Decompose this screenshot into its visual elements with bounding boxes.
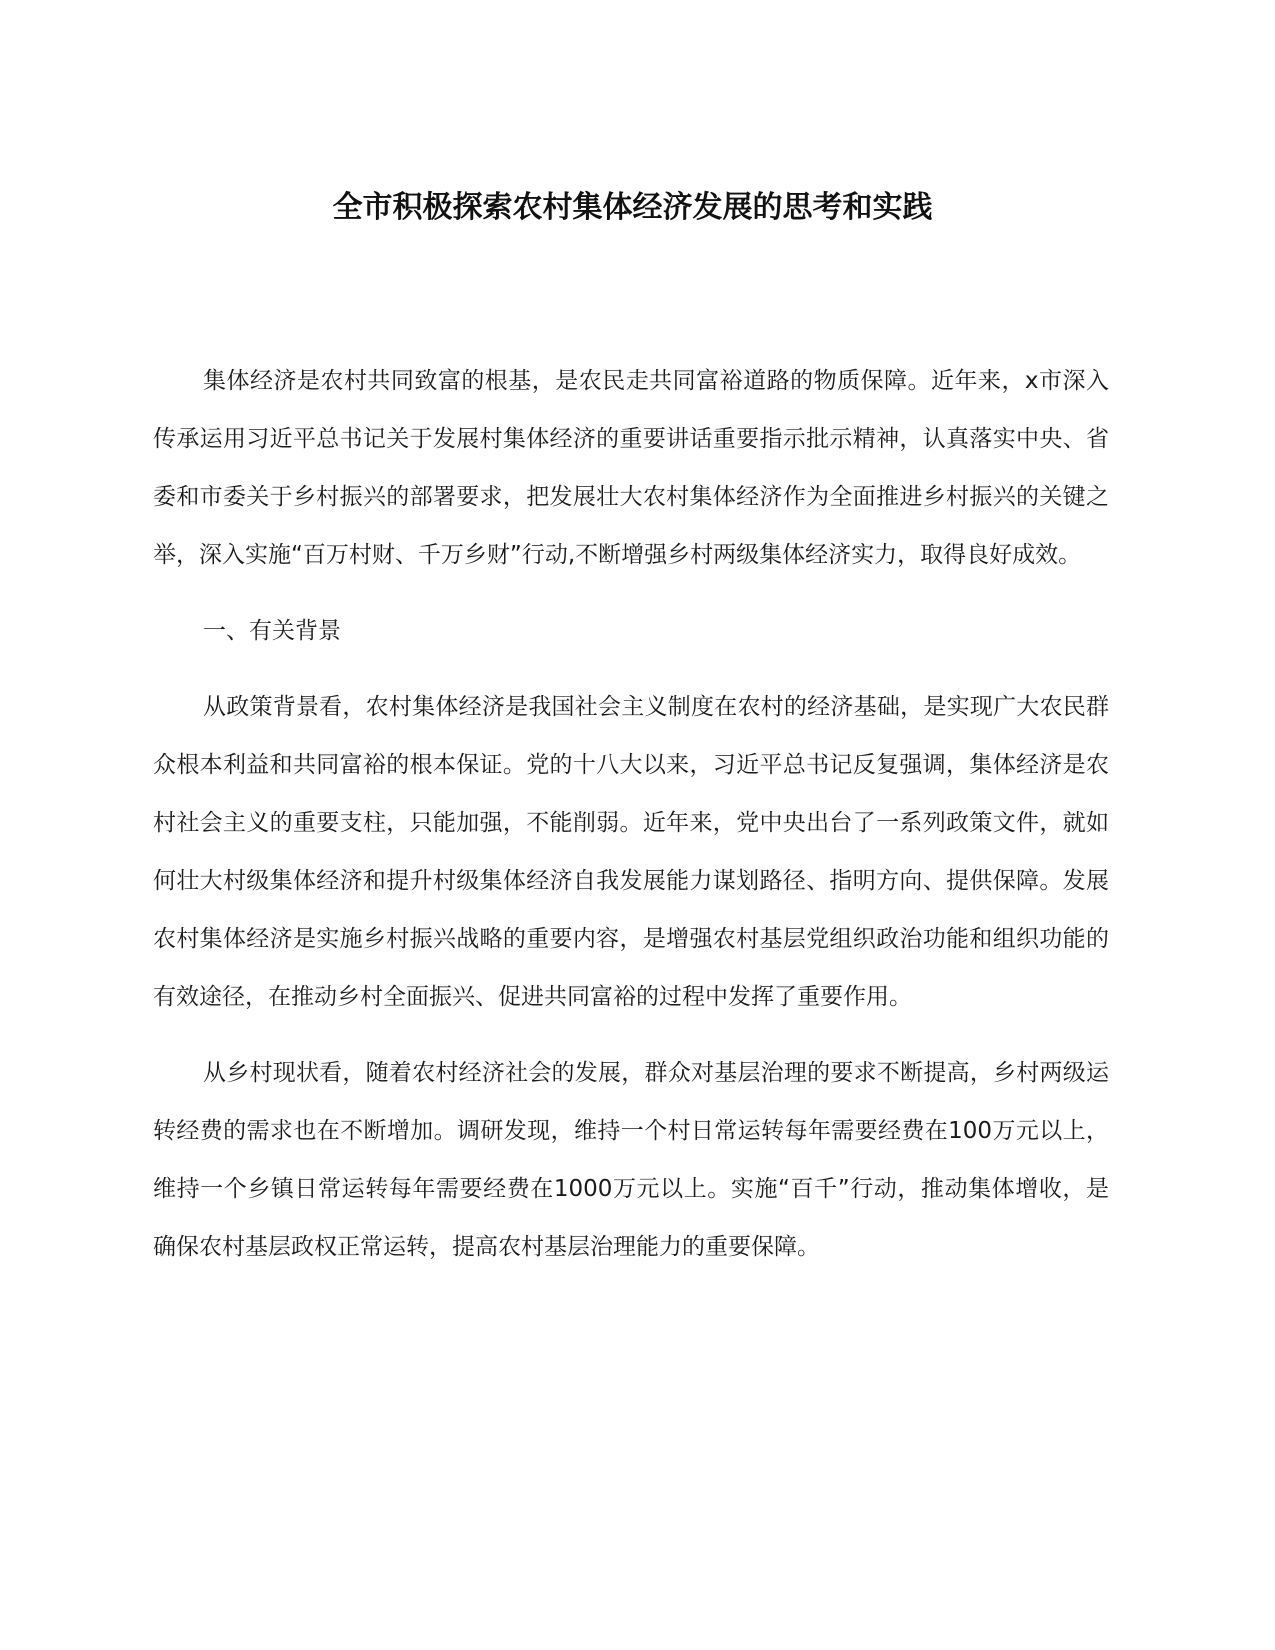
policy-background-paragraph: 从政策背景看，农村集体经济是我国社会主义制度在农村的经济基础，是实现广大农民群众根本利益和共同富裕的根本保证。党的十八大以来，习近平总书记反复强调，集体经济是农村社会主义的重要支柱，只能加强，不能削弱。近年来，党中央出台了一系列政策文件，就如何壮大村级集体经济和提升村级集体经济自我发展能力谋划路径、指明方向、提供保障。发展农村集体经济是实施乡村振兴战略的重要内容，是增强农村基层党组织政治功能和组织功能的有效途径，在推动乡村全面振兴、促进共同富裕的过程中发挥了重要作用。 xyxy=(153,694,1109,1010)
intro-paragraph: 集体经济是农村共同致富的根基，是农民走共同富裕道路的物质保障。近年来，x市深入传承运用习近平总书记关于发展村集体经济的重要讲话重要指示批示精神，认真落实中央、省委和市委关于乡村振兴的部署要求，把发展壮大农村集体经济作为全面推进乡村振兴的关键之举，深入实施“百万村财、千万乡财”行动,不断增强乡村两级集体经济实力，取得良好成效。 xyxy=(153,368,1109,568)
section-heading-background: 一、有关背景 xyxy=(203,618,341,644)
document-body xyxy=(153,352,1109,1276)
rural-status-paragraph: 从乡村现状看，随着农村经济社会的发展，群众对基层治理的要求不断提高，乡村两级运转经费的需求也在不断增加。调研发现，维持一个村日常运转每年需要经费在100万元以上，维持一个乡镇日常运转每年需要经费在1000万元以上。实施“百千”行动，推动集体增收，是确保农村基层政权正常运转，提高农村基层治理能力的重要保障。 xyxy=(153,1060,1109,1260)
document-title: 全市积极探索农村集体经济发展的思考和实践 xyxy=(332,190,933,225)
